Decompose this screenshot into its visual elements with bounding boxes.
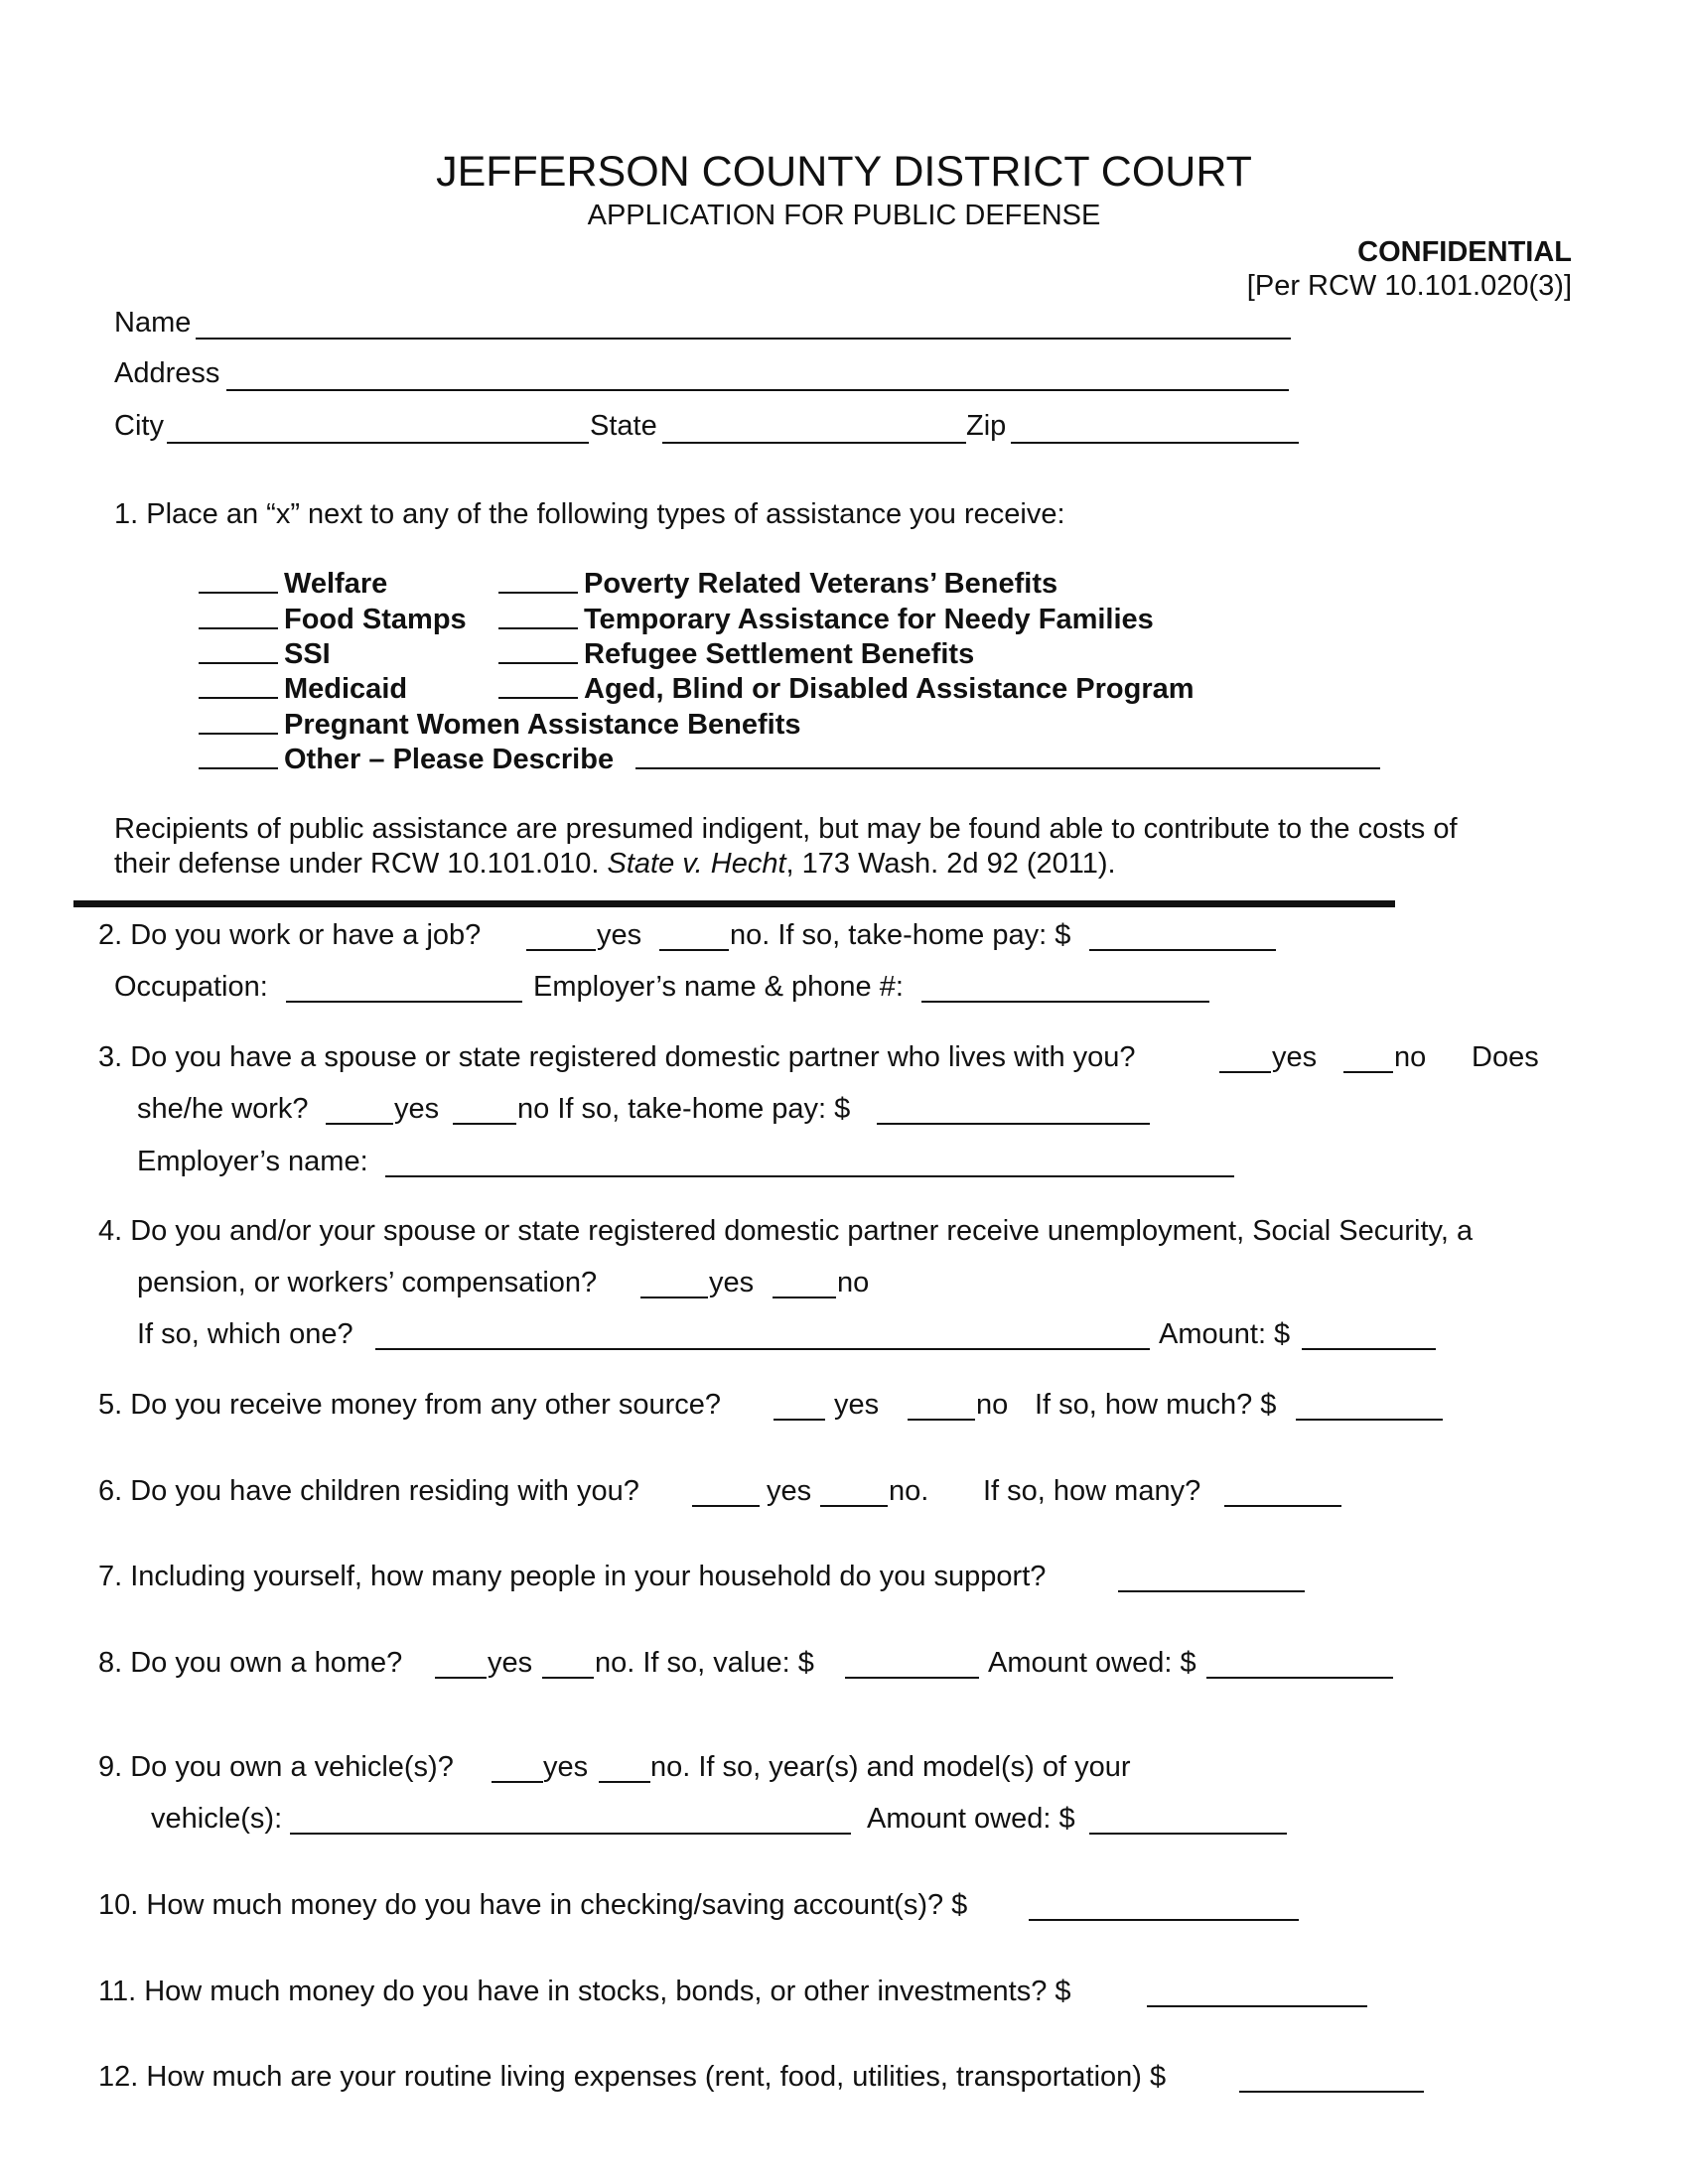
ssi-mark[interactable] (199, 634, 278, 664)
zip-field[interactable] (1011, 414, 1299, 444)
form-subtitle: APPLICATION FOR PUBLIC DEFENSE (587, 200, 1101, 231)
q4-text: 4. Do you and/or your spouse or state registered domestic partner receive unemployment, Social Security, a (98, 1215, 1474, 1247)
occupation-field[interactable] (286, 973, 522, 1003)
q6-yes-label: yes (767, 1475, 812, 1507)
q12-text: 12. How much are your routine living expenses (rent, food, utilities, transportation) $ (98, 2061, 1167, 2093)
q3-work-text: she/he work? (137, 1093, 309, 1125)
employer-phone-field[interactable] (921, 973, 1209, 1003)
q10-text: 10. How much money do you have in checking/saving account(s)? $ (98, 1889, 968, 1921)
address-label: Address (114, 357, 220, 389)
q3-take-home-pay-field[interactable] (877, 1095, 1150, 1125)
q9-vehicles-label: vehicle(s): (151, 1803, 283, 1835)
q8-value-field[interactable] (845, 1649, 979, 1679)
q2-yes-label: yes (597, 919, 642, 951)
q3-yes-label: yes (1272, 1041, 1318, 1073)
food-stamps-mark[interactable] (199, 600, 278, 629)
q4-which-label: If so, which one? (137, 1318, 353, 1350)
q4-yes-mark[interactable] (640, 1269, 708, 1298)
q3-text: 3. Do you have a spouse or state registered domestic partner who lives with you? (98, 1041, 1136, 1073)
q12-expenses-field[interactable] (1239, 2063, 1424, 2093)
q7-text: 7. Including yourself, how many people in your household do you support? (98, 1561, 1047, 1592)
section-divider (73, 900, 1395, 907)
q6-text: 6. Do you have children residing with you? (98, 1475, 639, 1507)
q6-how-many-label: If so, how many? (983, 1475, 1201, 1507)
notice-line-1: Recipients of public assistance are presumed indigent, but may be found able to contribute to the costs of (114, 813, 1458, 845)
q1-text: 1. Place an “x” next to any of the following types of assistance you receive: (114, 498, 1065, 530)
q3-employer-label: Employer’s name: (137, 1146, 368, 1177)
other-mark[interactable] (199, 740, 278, 769)
q9-text: 9. Do you own a vehicle(s)? (98, 1751, 454, 1783)
medicaid-label: Medicaid (284, 673, 408, 705)
q4-amount-field[interactable] (1302, 1320, 1436, 1350)
q3-no-label: no (1394, 1041, 1427, 1073)
notice-line-2: their defense under RCW 10.101.010. State v. Hecht, 173 Wash. 2d 92 (2011). (114, 848, 1116, 880)
pregnant-benefits-label: Pregnant Women Assistance Benefits (284, 709, 801, 741)
q3-work-no-mark[interactable] (453, 1095, 516, 1125)
q9-no-label: no. If so, year(s) and model(s) of your (650, 1751, 1131, 1783)
confidential-label: CONFIDENTIAL (1357, 236, 1572, 268)
case-citation: State v. Hecht (607, 848, 786, 880)
q9-yes-label: yes (543, 1751, 589, 1783)
q3-yes-mark[interactable] (1219, 1043, 1271, 1073)
q8-text: 8. Do you own a home? (98, 1647, 403, 1679)
state-field[interactable] (662, 414, 966, 444)
q2-text: 2. Do you work or have a job? (98, 919, 482, 951)
q3-does-label: Does (1472, 1041, 1539, 1073)
occupation-label: Occupation: (114, 971, 268, 1003)
q11-text: 11. How much money do you have in stocks, bonds, or other investments? $ (98, 1976, 1071, 2007)
q3-work-yes-mark[interactable] (326, 1095, 393, 1125)
q8-yes-mark[interactable] (435, 1649, 487, 1679)
employer-phone-label: Employer’s name & phone #: (533, 971, 904, 1003)
q7-household-field[interactable] (1118, 1563, 1305, 1592)
q5-yes-mark[interactable] (774, 1391, 825, 1421)
q4-no-mark[interactable] (773, 1269, 836, 1298)
other-description-field[interactable] (635, 740, 1380, 769)
zip-label: Zip (966, 410, 1007, 442)
q5-no-mark[interactable] (908, 1391, 975, 1421)
q4-which-field[interactable] (375, 1320, 1150, 1350)
city-label: City (114, 410, 164, 442)
court-title: JEFFERSON COUNTY DISTRICT COURT (436, 148, 1252, 196)
q8-yes-label: yes (488, 1647, 533, 1679)
medicaid-mark[interactable] (199, 669, 278, 699)
q8-owed-label: Amount owed: $ (988, 1647, 1196, 1679)
pregnant-benefits-mark[interactable] (199, 705, 278, 735)
welfare-mark[interactable] (199, 564, 278, 594)
food-stamps-label: Food Stamps (284, 604, 467, 635)
refugee-benefits-label: Refugee Settlement Benefits (584, 638, 975, 670)
address-field[interactable] (226, 361, 1289, 391)
refugee-benefits-mark[interactable] (498, 634, 578, 664)
q5-no-label: no (976, 1389, 1009, 1421)
q2-yes-mark[interactable] (526, 921, 596, 951)
q8-no-label: no. If so, value: $ (595, 1647, 814, 1679)
q3-work-no-label: no If so, take-home pay: $ (517, 1093, 851, 1125)
q4-yes-label: yes (709, 1267, 755, 1298)
ssi-label: SSI (284, 638, 331, 670)
q3-work-yes-label: yes (394, 1093, 440, 1125)
q9-no-mark[interactable] (599, 1753, 650, 1783)
q8-no-mark[interactable] (542, 1649, 594, 1679)
veterans-benefits-mark[interactable] (498, 564, 578, 594)
q2-take-home-pay-field[interactable] (1089, 921, 1276, 951)
q2-no-mark[interactable] (659, 921, 729, 951)
q9-vehicles-field[interactable] (290, 1805, 851, 1835)
q10-accounts-field[interactable] (1029, 1891, 1299, 1921)
q9-owed-label: Amount owed: $ (867, 1803, 1075, 1835)
tanf-mark[interactable] (498, 600, 578, 629)
name-field[interactable] (196, 310, 1291, 340)
q5-yes-label: yes (834, 1389, 880, 1421)
q3-no-mark[interactable] (1343, 1043, 1393, 1073)
q9-yes-mark[interactable] (492, 1753, 543, 1783)
q6-no-label: no. (889, 1475, 929, 1507)
tanf-label: Temporary Assistance for Needy Families (584, 604, 1154, 635)
q11-investments-field[interactable] (1147, 1978, 1367, 2007)
veterans-benefits-label: Poverty Related Veterans’ Benefits (584, 568, 1058, 600)
q4-no-label: no (837, 1267, 870, 1298)
q5-how-much-label: If so, how much? $ (1035, 1389, 1277, 1421)
q8-owed-field[interactable] (1206, 1649, 1393, 1679)
q2-no-label: no. If so, take-home pay: $ (730, 919, 1071, 951)
welfare-label: Welfare (284, 568, 388, 600)
q6-yes-mark[interactable] (692, 1477, 760, 1507)
q3-employer-field[interactable] (385, 1148, 1234, 1177)
state-label: State (590, 410, 657, 442)
disability-program-mark[interactable] (498, 669, 578, 699)
q6-no-mark[interactable] (820, 1477, 888, 1507)
q9-owed-field[interactable] (1089, 1805, 1287, 1835)
rcw-reference: [Per RCW 10.101.020(3)] (1246, 270, 1572, 302)
q5-how-much-field[interactable] (1296, 1391, 1443, 1421)
q4-amount-label: Amount: $ (1159, 1318, 1291, 1350)
q4-text-2: pension, or workers’ compensation? (137, 1267, 598, 1298)
name-label: Name (114, 307, 192, 339)
q5-text: 5. Do you receive money from any other source? (98, 1389, 722, 1421)
city-field[interactable] (167, 414, 589, 444)
q6-how-many-field[interactable] (1224, 1477, 1341, 1507)
disability-program-label: Aged, Blind or Disabled Assistance Program (584, 673, 1195, 705)
other-label: Other – Please Describe (284, 744, 615, 775)
